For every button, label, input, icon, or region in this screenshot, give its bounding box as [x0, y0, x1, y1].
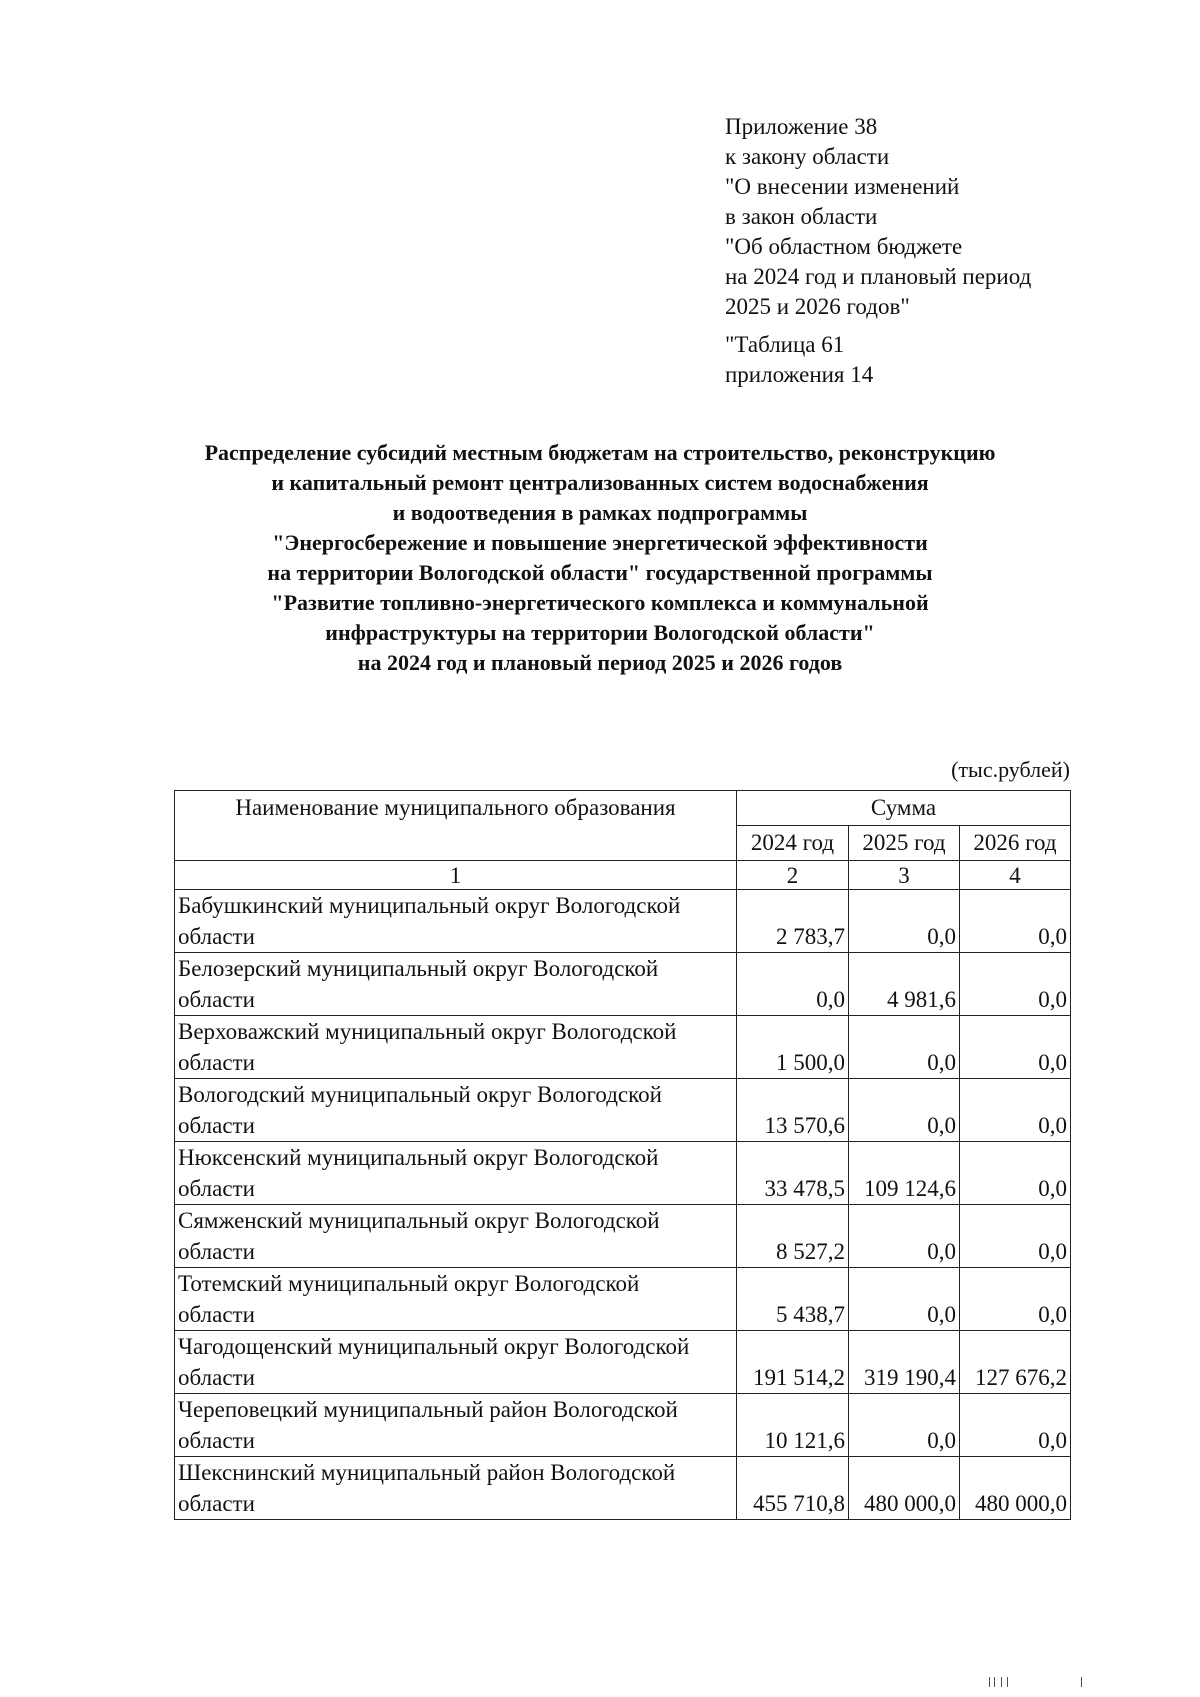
- value-2024: 5 438,7: [737, 1268, 849, 1331]
- spacer: [725, 322, 1031, 330]
- title-line: "Энергосбережение и повышение энергетической эффективности: [272, 530, 928, 555]
- appendix-line: в закон области: [725, 204, 878, 229]
- title-line: и капитальный ремонт централизованных систем водоснабжения: [271, 470, 929, 495]
- column-header-sum: Сумма: [737, 791, 1071, 826]
- value-2025: 0,0: [849, 1268, 960, 1331]
- value-2024: 1 500,0: [737, 1016, 849, 1079]
- column-header-2026: 2026 год: [960, 826, 1071, 861]
- table-row: [175, 890, 1071, 953]
- value-2026: 0,0: [960, 890, 1071, 953]
- appendix-header: [725, 112, 1031, 390]
- column-number: 3: [849, 861, 960, 890]
- table-row: [175, 1016, 1071, 1079]
- appendix-line: Приложение 38: [725, 114, 878, 139]
- value-2024: 10 121,6: [737, 1394, 849, 1457]
- value-2026: 0,0: [960, 1016, 1071, 1079]
- municipality-name: Верховажский муниципальный округ Вологодской области: [175, 1016, 737, 1079]
- municipality-name: Шекснинский муниципальный район Вологодской области: [175, 1457, 737, 1520]
- table-row: [175, 1079, 1071, 1142]
- value-2025: 0,0: [849, 1394, 960, 1457]
- title-line: и водоотведения в рамках подпрограммы: [392, 500, 808, 525]
- table-row: [175, 1394, 1071, 1457]
- value-2024: 0,0: [737, 953, 849, 1016]
- column-header-name: Наименование муниципального образования: [175, 791, 737, 861]
- title-line: на территории Вологодской области" государственной программы: [267, 560, 933, 585]
- table-row: [175, 1331, 1071, 1394]
- value-2026: 480 000,0: [960, 1457, 1071, 1520]
- value-2026: 0,0: [960, 1142, 1071, 1205]
- value-2026: 0,0: [960, 1394, 1071, 1457]
- document-title: [130, 438, 1070, 678]
- value-2026: 0,0: [960, 953, 1071, 1016]
- scan-artifact: [994, 1677, 995, 1687]
- scan-artifact: [1007, 1677, 1008, 1687]
- title-line: Распределение субсидий местным бюджетам на строительство, реконструкцию: [204, 440, 996, 465]
- value-2025: 0,0: [849, 1016, 960, 1079]
- municipality-name: Белозерский муниципальный округ Вологодской области: [175, 953, 737, 1016]
- column-header-2024: 2024 год: [737, 826, 849, 861]
- scan-artifact: [1001, 1677, 1002, 1687]
- value-2025: 480 000,0: [849, 1457, 960, 1520]
- appendix-line: к закону области: [725, 144, 890, 169]
- appendix-line: на 2024 год и плановый период: [725, 264, 1032, 289]
- value-2024: 8 527,2: [737, 1205, 849, 1268]
- table-row: [175, 953, 1071, 1016]
- value-2024: 33 478,5: [737, 1142, 849, 1205]
- column-number: 2: [737, 861, 849, 890]
- value-2024: 191 514,2: [737, 1331, 849, 1394]
- value-2026: 127 676,2: [960, 1331, 1071, 1394]
- subsidy-table: [174, 790, 1071, 1520]
- value-2024: 13 570,6: [737, 1079, 849, 1142]
- scan-artifact: [989, 1677, 990, 1687]
- table-row: [175, 1142, 1071, 1205]
- value-2026: 0,0: [960, 1079, 1071, 1142]
- value-2025: 0,0: [849, 1079, 960, 1142]
- value-2024: 2 783,7: [737, 890, 849, 953]
- table-row: [175, 1205, 1071, 1268]
- value-2025: 109 124,6: [849, 1142, 960, 1205]
- title-line: "Развитие топливно-энергетического комплекса и коммунальной: [271, 590, 929, 615]
- table-row: [175, 1457, 1071, 1520]
- column-header-2025: 2025 год: [849, 826, 960, 861]
- municipality-name: Сямженский муниципальный округ Вологодской области: [175, 1205, 737, 1268]
- column-number: 4: [960, 861, 1071, 890]
- appendix-line: 2025 и 2026 годов": [725, 294, 910, 319]
- table-reference-line: "Таблица 61: [725, 332, 845, 357]
- unit-note: (тыс.рублей): [951, 757, 1070, 782]
- municipality-name: Бабушкинский муниципальный округ Вологодской области: [175, 890, 737, 953]
- municipality-name: Нюксенский муниципальный округ Вологодской области: [175, 1142, 737, 1205]
- value-2026: 0,0: [960, 1205, 1071, 1268]
- column-number: 1: [175, 861, 737, 890]
- appendix-line: "Об областном бюджете: [725, 234, 963, 259]
- value-2026: 0,0: [960, 1268, 1071, 1331]
- appendix-line: "О внесении изменений: [725, 174, 960, 199]
- municipality-name: Тотемский муниципальный округ Вологодской области: [175, 1268, 737, 1331]
- municipality-name: Череповецкий муниципальный район Вологодской области: [175, 1394, 737, 1457]
- scan-artifact: [1081, 1677, 1082, 1687]
- value-2025: 0,0: [849, 890, 960, 953]
- value-2024: 455 710,8: [737, 1457, 849, 1520]
- municipality-name: Чагодощенский муниципальный округ Вологодской области: [175, 1331, 737, 1394]
- title-line: инфраструктуры на территории Вологодской области": [325, 620, 875, 645]
- value-2025: 0,0: [849, 1205, 960, 1268]
- table-reference-line: приложения 14: [725, 362, 874, 387]
- value-2025: 319 190,4: [849, 1331, 960, 1394]
- municipality-name: Вологодский муниципальный округ Вологодской области: [175, 1079, 737, 1142]
- value-2025: 4 981,6: [849, 953, 960, 1016]
- table-row: [175, 1268, 1071, 1331]
- column-number-row: [175, 861, 1071, 890]
- title-line: на 2024 год и плановый период 2025 и 2026 годов: [357, 650, 843, 675]
